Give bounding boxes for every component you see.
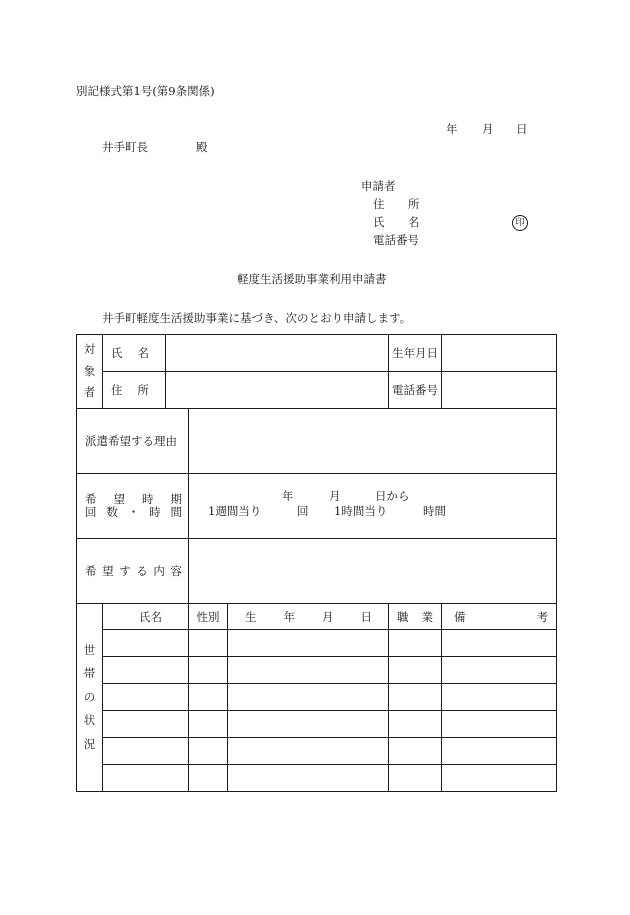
- addressee-honorific: 殿: [196, 140, 208, 154]
- household-header-row: [77, 604, 557, 630]
- date-day-label: 日: [516, 122, 528, 136]
- household-row: [77, 630, 557, 657]
- header-char: 考: [536, 609, 548, 624]
- addressee-name: 井手町長: [102, 140, 148, 154]
- household-birth-cell[interactable]: [228, 765, 389, 792]
- household-label-char: 世: [83, 642, 96, 657]
- household-job-cell[interactable]: [389, 765, 442, 792]
- household-job-cell[interactable]: [389, 738, 442, 765]
- household-label-char: の: [83, 689, 96, 704]
- frequency-per-time: 1時間当り: [334, 504, 388, 518]
- subject-label-char: 象: [83, 363, 96, 378]
- form-number: 別記様式第1号(第9条関係): [76, 84, 215, 98]
- subject-address-row: [77, 372, 557, 409]
- household-sex-cell[interactable]: [189, 711, 228, 738]
- household-sex-cell[interactable]: [189, 684, 228, 711]
- subject-label-char: 対: [83, 342, 96, 357]
- form-title: 軽度生活援助事業利用申請書: [237, 272, 387, 286]
- household-header-job: [389, 604, 442, 630]
- period-label-char: 希: [85, 491, 97, 506]
- subject-address-label-cell: [103, 372, 166, 409]
- subject-name-label-cell: [103, 335, 166, 372]
- frequency-label-char: 間: [170, 505, 182, 519]
- household-header-birth: [228, 604, 389, 630]
- household-label-char: 帯: [83, 666, 96, 681]
- household-birth-cell[interactable]: [228, 684, 389, 711]
- application-table: [76, 334, 557, 792]
- household-row: [77, 684, 557, 711]
- household-label-char: 状: [83, 713, 96, 728]
- content-label-char: 希: [85, 564, 97, 578]
- subject-name-row: [77, 335, 557, 372]
- household-name-cell[interactable]: [103, 711, 189, 738]
- household-header-name: [103, 604, 189, 630]
- subject-label-cell: [77, 335, 103, 409]
- reason-label: 派遣希望する理由: [77, 409, 189, 474]
- household-birth-cell[interactable]: [228, 630, 389, 657]
- frequency-hours: 時間: [423, 504, 446, 518]
- header-char: 月: [322, 609, 334, 624]
- content-label-cell: [77, 539, 189, 604]
- household-row: [77, 711, 557, 738]
- applicant-address-label-1: 住: [373, 197, 385, 211]
- header-char: 氏: [139, 609, 151, 624]
- household-job-cell[interactable]: [389, 684, 442, 711]
- period-label-char: 時: [142, 491, 154, 506]
- intro-text: 井手町軽度生活援助事業に基づき、次のとおり申請します。: [102, 311, 412, 325]
- frequency-label-char: 回: [85, 505, 97, 519]
- household-job-cell[interactable]: [389, 657, 442, 684]
- date-month-label: 月: [482, 122, 494, 136]
- household-birth-cell[interactable]: [228, 738, 389, 765]
- household-sex-cell[interactable]: [189, 738, 228, 765]
- content-label-char: 望: [102, 564, 114, 578]
- household-remarks-cell[interactable]: [442, 684, 557, 711]
- household-name-cell[interactable]: [103, 765, 189, 792]
- period-month: 月: [329, 489, 341, 503]
- subject-phone-field[interactable]: [442, 372, 557, 409]
- subject-phone-label: 電話番号: [389, 372, 442, 409]
- household-remarks-cell[interactable]: [442, 765, 557, 792]
- household-name-cell[interactable]: [103, 657, 189, 684]
- household-name-cell[interactable]: [103, 738, 189, 765]
- header-char: 日: [360, 609, 372, 624]
- frequency-label-char: 数: [106, 505, 118, 519]
- applicant-name-label-1: 氏: [373, 215, 385, 229]
- seal-mark: 印: [512, 215, 528, 231]
- household-sex-cell[interactable]: [189, 630, 228, 657]
- household-remarks-cell[interactable]: [442, 630, 557, 657]
- content-label-char: 内: [153, 564, 165, 578]
- household-sex-cell[interactable]: [189, 765, 228, 792]
- subject-label-char: 者: [83, 385, 96, 400]
- period-row: [77, 474, 557, 539]
- subject-birth-label: 生年月日: [389, 335, 442, 372]
- period-year: 年: [282, 489, 294, 503]
- header-char: 備: [454, 609, 466, 624]
- period-label-cell: [77, 474, 189, 539]
- content-field[interactable]: [189, 539, 557, 604]
- reason-field[interactable]: [189, 409, 557, 474]
- date-year-label: 年: [446, 122, 458, 136]
- period-label-char: 期: [170, 491, 182, 506]
- frequency-label-char: ・: [127, 505, 140, 519]
- address-label-char: 所: [137, 383, 149, 397]
- subject-birth-field[interactable]: [442, 335, 557, 372]
- frequency-per-week: 1週間当り: [208, 504, 262, 518]
- header-char: 年: [283, 609, 295, 624]
- subject-name-field[interactable]: [166, 335, 389, 372]
- content-label-char: す: [119, 564, 131, 578]
- household-name-cell[interactable]: [103, 630, 189, 657]
- household-remarks-cell[interactable]: [442, 738, 557, 765]
- household-row: [77, 657, 557, 684]
- frequency-label-char: 時: [149, 505, 161, 519]
- household-sex-cell[interactable]: [189, 657, 228, 684]
- period-label-char: 望: [113, 491, 125, 506]
- household-job-cell[interactable]: [389, 630, 442, 657]
- period-values-cell[interactable]: [189, 474, 557, 539]
- household-remarks-cell[interactable]: [442, 657, 557, 684]
- header-char: 職: [397, 609, 409, 624]
- name-label-char: 氏: [111, 346, 123, 360]
- household-job-cell[interactable]: [389, 711, 442, 738]
- header-char: 業: [421, 609, 433, 624]
- content-label-char: 容: [170, 564, 182, 578]
- address-label-char: 住: [111, 383, 123, 397]
- household-remarks-cell[interactable]: [442, 711, 557, 738]
- frequency-times: 回: [297, 504, 309, 518]
- content-row: [77, 539, 557, 604]
- household-birth-cell[interactable]: [228, 711, 389, 738]
- subject-address-field[interactable]: [166, 372, 389, 409]
- applicant-address-label-2: 所: [408, 197, 420, 211]
- applicant-heading: 申請者: [361, 179, 396, 193]
- applicant-phone-label: 電話番号: [373, 233, 419, 247]
- period-day-from: 日から: [375, 489, 410, 503]
- applicant-name-label-2: 名: [408, 215, 420, 229]
- household-row: [77, 765, 557, 792]
- header-char: 生: [245, 609, 257, 624]
- household-label-char: 況: [83, 736, 96, 751]
- reason-row: [77, 409, 557, 474]
- household-header-sex: 性別: [189, 604, 228, 630]
- household-name-cell[interactable]: [103, 684, 189, 711]
- name-label-char: 名: [137, 346, 149, 360]
- household-label-cell: [77, 604, 103, 792]
- household-birth-cell[interactable]: [228, 657, 389, 684]
- content-label-char: る: [136, 564, 148, 578]
- household-row: [77, 738, 557, 765]
- header-char: 名: [150, 609, 162, 624]
- household-header-remarks: [442, 604, 557, 630]
